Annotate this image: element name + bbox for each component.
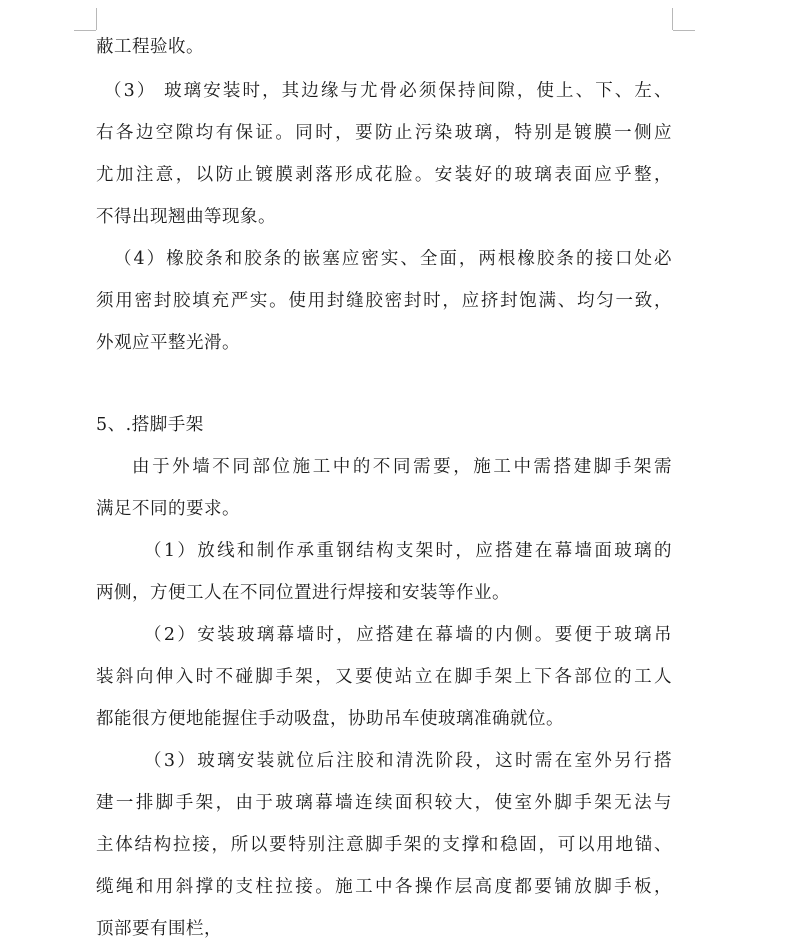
- paragraph-line: 蔽工程验收。: [96, 37, 204, 57]
- paragraph-line: 尤加注意，以防止镀膜剥落形成花脸。安装好的玻璃表面应乎整，: [96, 165, 672, 185]
- paragraph-line: 顶部要有围栏，: [96, 919, 222, 939]
- crop-mark-top-left: [96, 8, 97, 30]
- paragraph-line: 不得出现翘曲等现象。: [96, 207, 276, 227]
- paragraph-line: 须用密封胶填充严实。使用封缝胶密封时，应挤封饱满、均匀一致，: [96, 291, 672, 311]
- paragraph-line: 装斜向伸入时不碰脚手架，又要使站立在脚手架上下各部位的工人: [96, 667, 672, 687]
- paragraph-line: （3）玻璃安装就位后注胶和清洗阶段，这时需在室外另行搭: [144, 751, 672, 771]
- paragraph-line: 都能很方便地能握住手动吸盘，协助吊车使玻璃准确就位。: [96, 709, 564, 729]
- paragraph-line: 两侧，方便工人在不同位置进行焊接和安装等作业。: [96, 583, 510, 603]
- paragraph-line: 主体结构拉接，所以要特别注意脚手架的支撑和稳固，可以用地锚、: [96, 835, 672, 855]
- paragraph-line: 满足不同的要求。: [96, 499, 240, 519]
- paragraph-line: 由于外墙不同部位施工中的不同需要，施工中需搭建脚手架需: [132, 457, 672, 477]
- crop-mark-top-left: [74, 30, 96, 31]
- paragraph-line: 建一排脚手架，由于玻璃幕墙连续面积较大，使室外脚手架无法与: [96, 793, 672, 813]
- crop-mark-top-right: [673, 30, 695, 31]
- paragraph-line: （2）安装玻璃幕墙时，应搭建在幕墙的内侧。要便于玻璃吊: [144, 625, 672, 645]
- paragraph-line: （4）橡胶条和胶条的嵌塞应密实、全面，两根橡胶条的接口处必: [114, 249, 672, 269]
- paragraph-line: 外观应平整光滑。: [96, 333, 240, 353]
- paragraph-line: （3） 玻璃安装时，其边缘与尤骨必须保持间隙，使上、下、左、: [104, 81, 672, 101]
- section-heading: 5、.搭脚手架: [96, 415, 204, 435]
- crop-mark-top-right: [672, 8, 673, 30]
- paragraph-line: 缆绳和用斜撑的支柱拉接。施工中各操作层高度都要铺放脚手板，: [96, 877, 672, 897]
- paragraph-line: （1）放线和制作承重钢结构支架时，应搭建在幕墙面玻璃的: [144, 541, 672, 561]
- paragraph-line: 右各边空隙均有保证。同时，要防止污染玻璃，特别是镀膜一侧应: [96, 123, 672, 143]
